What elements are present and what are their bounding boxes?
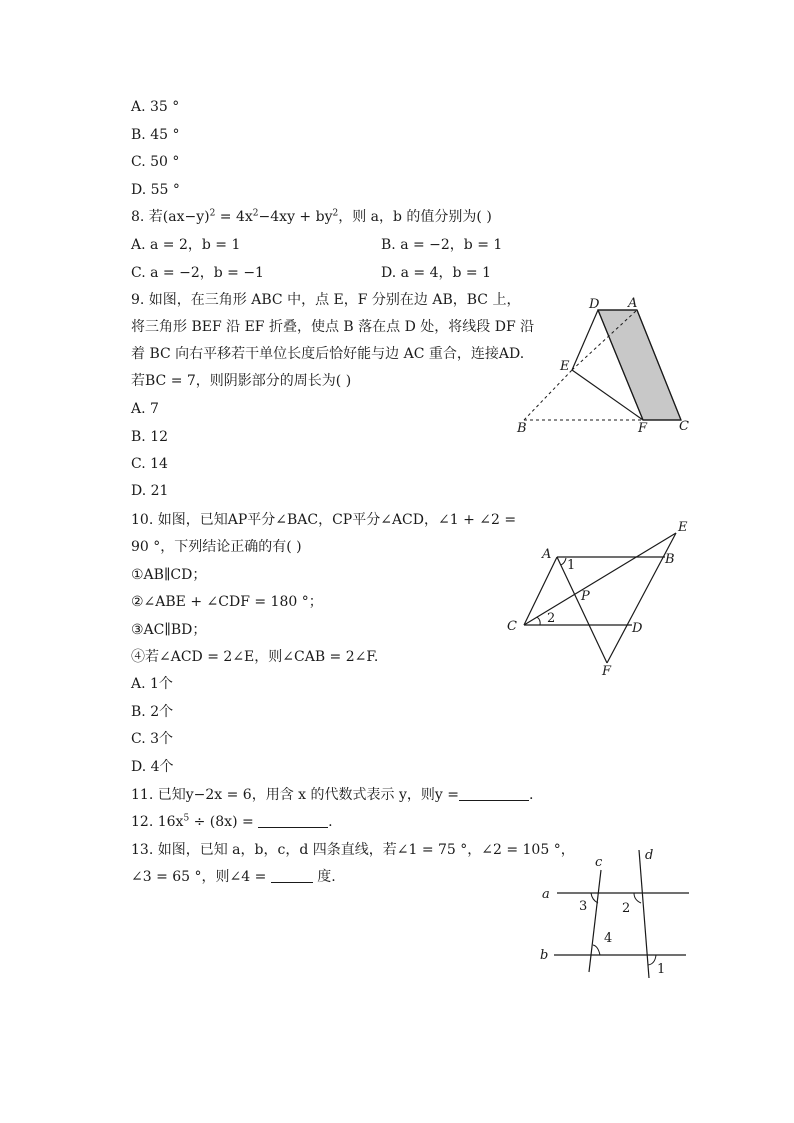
- q9-option-c: C. 14: [131, 456, 168, 472]
- q13-label-2: 2: [622, 901, 631, 916]
- q8-option-c: C. a = −2，b = −1: [131, 265, 264, 281]
- q9-label-d: D: [589, 297, 600, 312]
- q10-label-e: E: [678, 520, 688, 535]
- q9-stem-line-2: 将三角形 BEF 沿 EF 折叠，使点 B 落在点 D 处，将线段 DF 沿: [131, 319, 535, 335]
- q10-label-f: F: [602, 664, 612, 679]
- q10-statement-3: ③AC∥BD；: [131, 622, 207, 638]
- q9-stem-line-1: 9. 如图，在三角形 ABC 中，点 E，F 分别在边 AB，BC 上，: [131, 292, 521, 308]
- q13-line-d: [639, 850, 649, 978]
- q9-option-a: A. 7: [131, 401, 159, 417]
- q13-label-b: b: [540, 948, 549, 963]
- q10-label-1: 1: [567, 558, 576, 573]
- q13-stem-line-1: 13. 如图，已知 a，b，c，d 四条直线，若∠1 = 75 °，∠2 = 105 °，: [131, 842, 575, 858]
- q8-stem: 8. 若$(ax-y)^2 = 4x^2-4xy + by^2$，则 a，b 的值分别为( ): [131, 208, 492, 225]
- q10-statement-4: ④若∠ACD = 2∠E，则∠CAB = 2∠F.: [131, 649, 379, 665]
- q10-statement-1: ①AB∥CD；: [131, 567, 207, 583]
- q10-label-a: A: [542, 547, 552, 562]
- q7-option-d: D. 55 °: [131, 182, 180, 198]
- q13-line-c: [589, 870, 601, 972]
- q13-label-d: d: [645, 848, 654, 863]
- q10-stem-line-1: 10. 如图，已知AP平分∠BAC，CP平分∠ACD，∠1 + ∠2 =: [131, 512, 517, 528]
- q10-option-b: B. 2个: [131, 704, 174, 720]
- q10-option-a: A. 1个: [131, 676, 173, 692]
- q10-stem-line-2: 90 °，下列结论正确的有( ): [131, 539, 302, 555]
- q10-label-b: B: [665, 552, 675, 567]
- q7-option-c: C. 50 °: [131, 154, 180, 170]
- q11-stem: 11. 已知y−2x = 6，用含 x 的代数式表示 y，则y = .: [131, 787, 534, 803]
- q13-angle-1-arc: [648, 955, 656, 965]
- q9-option-b: B. 12: [131, 429, 169, 445]
- q8-option-d: D. a = 4，b = 1: [381, 265, 492, 281]
- q13-angle-4-arc: [593, 945, 600, 955]
- q13-stem-line-2: ∠3 = 65 °，则∠4 = 度.: [131, 869, 336, 885]
- q13-label-a: a: [542, 887, 550, 902]
- q10-option-c: C. 3个: [131, 731, 174, 747]
- q9-label-b: B: [517, 421, 527, 436]
- q10-label-c: C: [507, 619, 517, 634]
- q8-option-a: A. a = 2，b = 1: [131, 237, 241, 253]
- q10-label-d: D: [632, 621, 643, 636]
- q7-option-b: B. 45 °: [131, 127, 180, 143]
- q13-label-1: 1: [657, 962, 666, 977]
- q13-angle-2-arc: [634, 893, 641, 903]
- q9-stem-line-3: 着 BC 向右平移若干单位长度后恰好能与边 AC 重合，连接AD.: [131, 346, 525, 362]
- q9-stem-line-4: 若BC = 7，则阴影部分的周长为( ): [131, 373, 352, 389]
- q9-label-c: C: [679, 419, 689, 434]
- q13-label-3: 3: [579, 899, 588, 914]
- q10-statement-2: ②∠ABE + ∠CDF = 180 °；: [131, 594, 323, 610]
- q10-option-d: D. 4个: [131, 759, 174, 775]
- q9-label-a: A: [628, 296, 638, 311]
- q9-label-e: E: [560, 359, 570, 374]
- q9-option-d: D. 21: [131, 483, 169, 499]
- q10-label-p: P: [581, 589, 590, 604]
- q10-label-2: 2: [547, 611, 556, 626]
- q13-label-c: c: [595, 855, 603, 870]
- q12-stem: 12. $16x^5 \div (8x)$ = .: [131, 813, 333, 830]
- q13-label-4: 4: [604, 931, 613, 946]
- q7-option-a: A. 35 °: [131, 99, 180, 115]
- q8-option-b: B. a = −2，b = 1: [381, 237, 503, 253]
- q9-label-f: F: [638, 421, 648, 436]
